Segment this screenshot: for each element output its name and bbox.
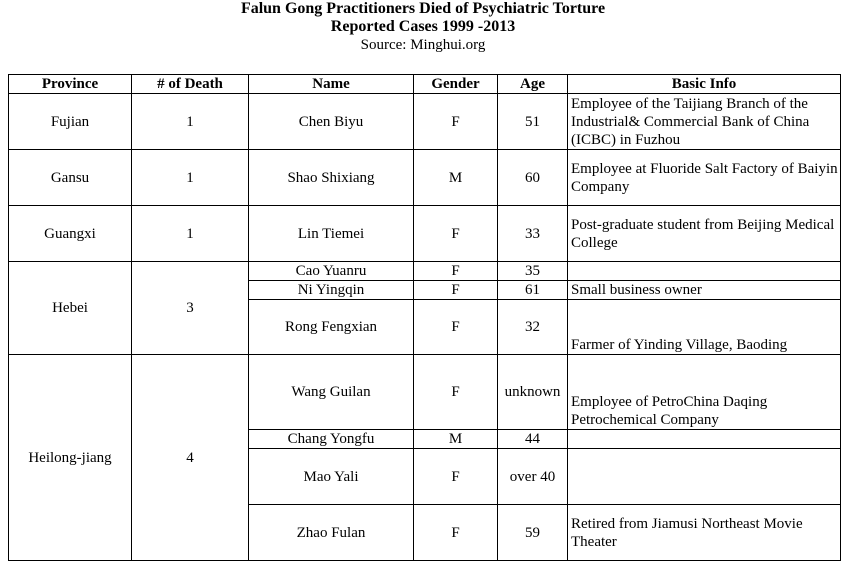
age-cell: 44: [498, 430, 568, 449]
gender-cell: F: [414, 355, 498, 430]
info-cell: Post-graduate student from Beijing Medical College: [568, 206, 841, 262]
source-note: Source: Minghui.org: [360, 37, 486, 53]
table-row: [9, 206, 841, 262]
cases-table: [8, 74, 841, 561]
table-row: [9, 355, 841, 430]
header-info: Basic Info: [568, 75, 841, 94]
age-cell: 59: [498, 505, 568, 561]
gender-cell: F: [414, 206, 498, 262]
age-cell: 35: [498, 262, 568, 281]
gender-cell: F: [414, 94, 498, 150]
gender-cell: F: [414, 281, 498, 300]
gender-cell: M: [414, 150, 498, 206]
province-cell: Gansu: [9, 150, 132, 206]
name-cell: Chang Yongfu: [249, 430, 414, 449]
info-cell: Employee of the Taijiang Branch of the Industrial& Commercial Bank of China (ICBC) in Fuzhou: [568, 94, 841, 150]
age-cell: 51: [498, 94, 568, 150]
table-row: [9, 262, 841, 281]
table-title: Falun Gong Practitioners Died of Psychiatric Torture: [240, 0, 606, 17]
name-cell: Zhao Fulan: [249, 505, 414, 561]
age-cell: over 40: [498, 449, 568, 505]
info-cell: Employee of PetroChina Daqing Petrochemical Company: [568, 355, 841, 430]
age-cell: 60: [498, 150, 568, 206]
province-cell: Heilong-jiang: [9, 355, 132, 561]
name-cell: Wang Guilan: [249, 355, 414, 430]
info-cell: Small business owner: [568, 281, 841, 300]
info-cell: [568, 449, 841, 505]
info-cell: Retired from Jiamusi Northeast Movie Theater: [568, 505, 841, 561]
header-deaths: # of Death: [132, 75, 249, 94]
name-cell: Lin Tiemei: [249, 206, 414, 262]
age-cell: 61: [498, 281, 568, 300]
province-cell: Fujian: [9, 94, 132, 150]
info-cell: Employee at Fluoride Salt Factory of Baiyin Company: [568, 150, 841, 206]
info-cell: [568, 430, 841, 449]
header-gender: Gender: [414, 75, 498, 94]
deaths-cell: 1: [132, 94, 249, 150]
deaths-cell: 4: [132, 355, 249, 561]
province-cell: Guangxi: [9, 206, 132, 262]
header-row: [9, 75, 841, 94]
info-cell: Farmer of Yinding Village, Baoding: [568, 300, 841, 355]
header-province: Province: [9, 75, 132, 94]
gender-cell: F: [414, 300, 498, 355]
age-cell: 33: [498, 206, 568, 262]
table-subtitle: Reported Cases 1999 -2013: [330, 18, 516, 35]
gender-cell: F: [414, 505, 498, 561]
name-cell: Shao Shixiang: [249, 150, 414, 206]
gender-cell: F: [414, 449, 498, 505]
table-row: [9, 150, 841, 206]
province-cell: Hebei: [9, 262, 132, 355]
info-cell: [568, 262, 841, 281]
age-cell: unknown: [498, 355, 568, 430]
deaths-cell: 3: [132, 262, 249, 355]
name-cell: Cao Yuanru: [249, 262, 414, 281]
deaths-cell: 1: [132, 150, 249, 206]
name-cell: Chen Biyu: [249, 94, 414, 150]
gender-cell: M: [414, 430, 498, 449]
name-cell: Ni Yingqin: [249, 281, 414, 300]
header-name: Name: [249, 75, 414, 94]
age-cell: 32: [498, 300, 568, 355]
name-cell: Rong Fengxian: [249, 300, 414, 355]
table-row: [9, 94, 841, 150]
header-age: Age: [498, 75, 568, 94]
gender-cell: F: [414, 262, 498, 281]
name-cell: Mao Yali: [249, 449, 414, 505]
deaths-cell: 1: [132, 206, 249, 262]
